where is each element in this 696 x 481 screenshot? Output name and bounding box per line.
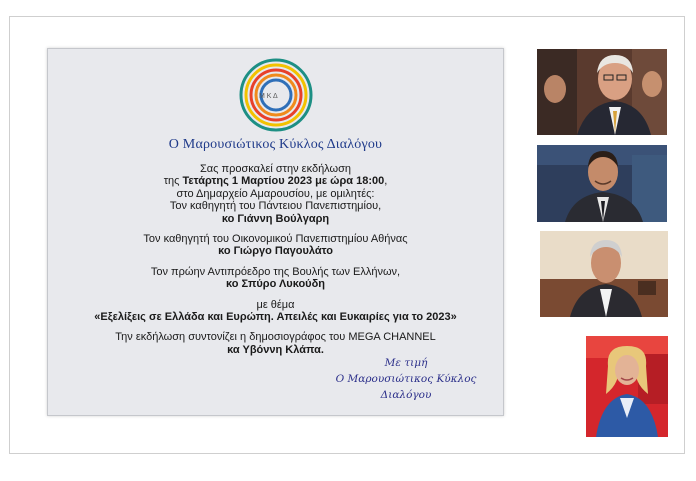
speaker-3-photo — [540, 231, 668, 317]
invitation-card — [47, 48, 504, 416]
invite-line: Σας προσκαλεί στην εκδήλωση — [199, 163, 352, 175]
speaker-1-name: κο Γιάννη Βούλγαρη — [221, 212, 330, 225]
venue-line: στο Δημαρχείο Αμαρουσίου, με ομιλητές: — [176, 187, 375, 200]
event-date: Τετάρτης 1 Μαρτίου 2023 με ώρα 18:00 — [182, 175, 385, 188]
moderator-name: κα Υβόννη Κλάπα. — [227, 343, 324, 356]
signature-line-2: Ο Μαρουσιώτικος Κύκλος — [335, 373, 477, 385]
speaker-3-name: κο Σπύρο Λυκούδη — [226, 278, 325, 291]
signature — [326, 355, 486, 403]
organization-title: Ο Μαρουσιώτικος Κύκλος Διαλόγου — [168, 137, 383, 152]
invitation-text — [48, 163, 503, 356]
logo-letters: Μ Κ Δ — [259, 93, 278, 100]
speaker-2-photo — [537, 145, 667, 222]
event-topic: «Εξελίξεις σε Ελλάδα και Ευρώπη. Απειλές και Ευκαιρίες για το 2023» — [94, 311, 457, 324]
topic-intro: με θέμα — [256, 298, 295, 311]
speaker-3-role: Τον πρώην Αντιπρόεδρο της Βουλής των Ελλήνων, — [150, 265, 401, 278]
speaker-2-role: Τον καθηγητή του Οικονομικού Πανεπιστημίου Αθήνας — [143, 233, 408, 246]
signature-line-3: Διαλόγου — [380, 389, 432, 401]
speaker-1-photo — [537, 49, 667, 135]
speaker-2-name: κο Γιώργο Παγουλάτο — [218, 245, 333, 258]
organization-logo — [238, 57, 314, 133]
moderator-line: Την εκδήλωση συντονίζει η δημοσιογράφος του MEGA CHANNEL — [115, 331, 436, 344]
event-date-line: της Τετάρτης 1 Μαρτίου 2023 με ώρα 18:00, — [163, 175, 388, 188]
moderator-photo — [586, 336, 668, 437]
signature-line-1: Με τιμή — [384, 357, 428, 369]
speaker-1-role: Τον καθηγητή του Πάντειου Πανεπιστημίου, — [169, 200, 382, 213]
